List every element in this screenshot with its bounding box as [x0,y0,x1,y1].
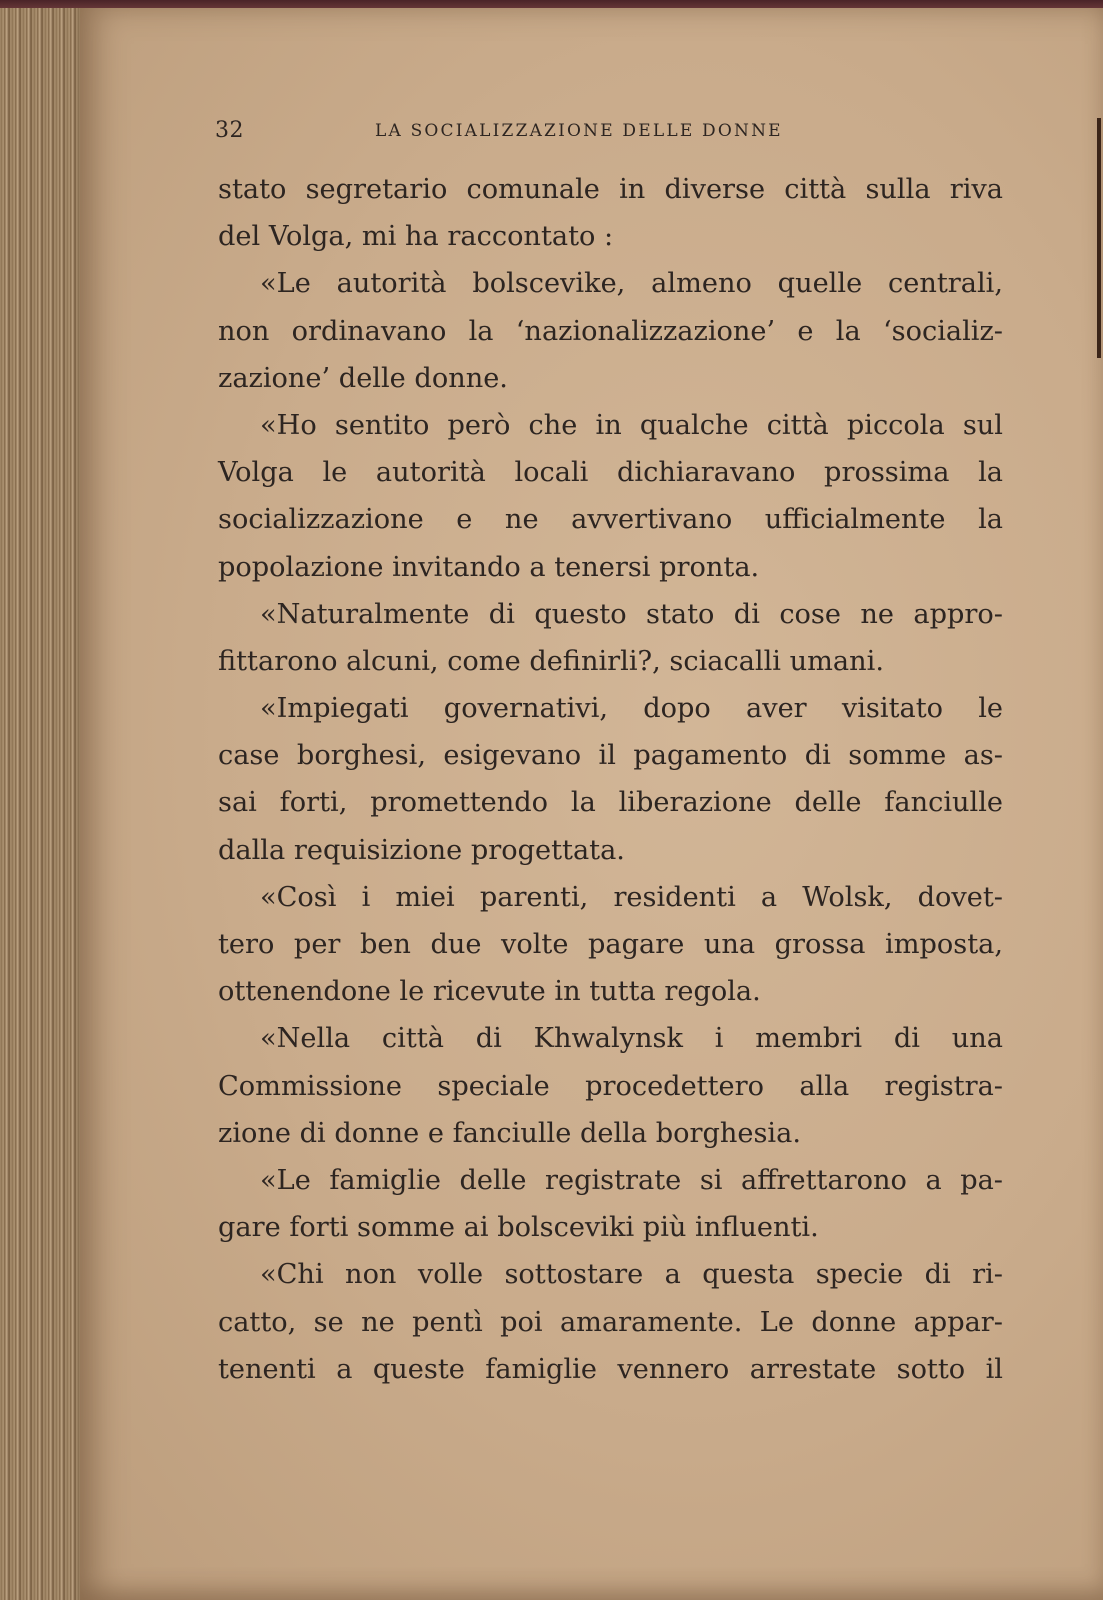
running-head [215,118,1005,148]
text-line: «Ho sentito però che in qualche città piccola sul [260,409,1003,441]
text-line: «Naturalmente di questo stato di cose ne appro- [260,598,1003,630]
text-line: popolazione invitando a tenersi pronta. [218,551,760,583]
text-line: non ordinavano la ‘nazionalizzazione’ e la ‘socializ- [218,315,1003,347]
text-line: «Così i miei parenti, residenti a Wolsk, dovet- [260,881,1003,913]
text-line: tero per ben due volte pagare una grossa imposta, [218,929,1003,960]
text-line: del Volga, mi ha raccontato : [218,221,614,253]
text-line: «Le autorità bolscevike, almeno quelle centrali, [260,268,1003,300]
text-line: «Impiegati governativi, dopo aver visitato le [260,693,1003,725]
text-line: dalla requisizione progettata. [218,834,625,866]
text-line: fittarono alcuni, come definirli?, sciacalli umani. [218,645,884,677]
running-title: LA SOCIALIZZAZIONE DELLE DONNE [375,121,783,141]
page-edge-mark [1097,118,1101,358]
text-line: Volga le autorità locali dichiaravano prossima la [218,457,1003,489]
text-line: ottenendone le ricevute in tutta regola. [218,976,761,1008]
text-line: «Nella città di Khwalynsk i membri di una [260,1023,1003,1055]
text-line: socializzazione e ne avvertivano ufficialmente la [218,504,1003,536]
text-line: tenenti a queste famiglie vennero arrestate sotto il [218,1353,1003,1385]
body-text [218,166,1003,1393]
text-line: catto, se ne pentì poi amaramente. Le donne appar- [218,1306,1003,1338]
text-line: zazione’ delle donne. [218,362,508,394]
text-line: gare forti somme ai bolsceviki più influenti. [218,1212,819,1244]
text-line: zione di donne e fanciulle della borghesia. [218,1117,801,1149]
text-line: Commissione speciale procedettero alla registra- [218,1070,1003,1102]
text-line: «Chi non volle sottostare a questa specie di ri- [260,1259,1003,1291]
text-line: case borghesi, esigevano il pagamento di somme as- [218,740,1003,772]
text-line: stato segretario comunale in diverse città sulla riva [218,174,1003,205]
text-line: «Le famiglie delle registrate si affrettarono a pa- [260,1164,1003,1196]
page-number: 32 [215,118,244,143]
text-line: sai forti, promettendo la liberazione delle fanciulle [218,787,1003,819]
